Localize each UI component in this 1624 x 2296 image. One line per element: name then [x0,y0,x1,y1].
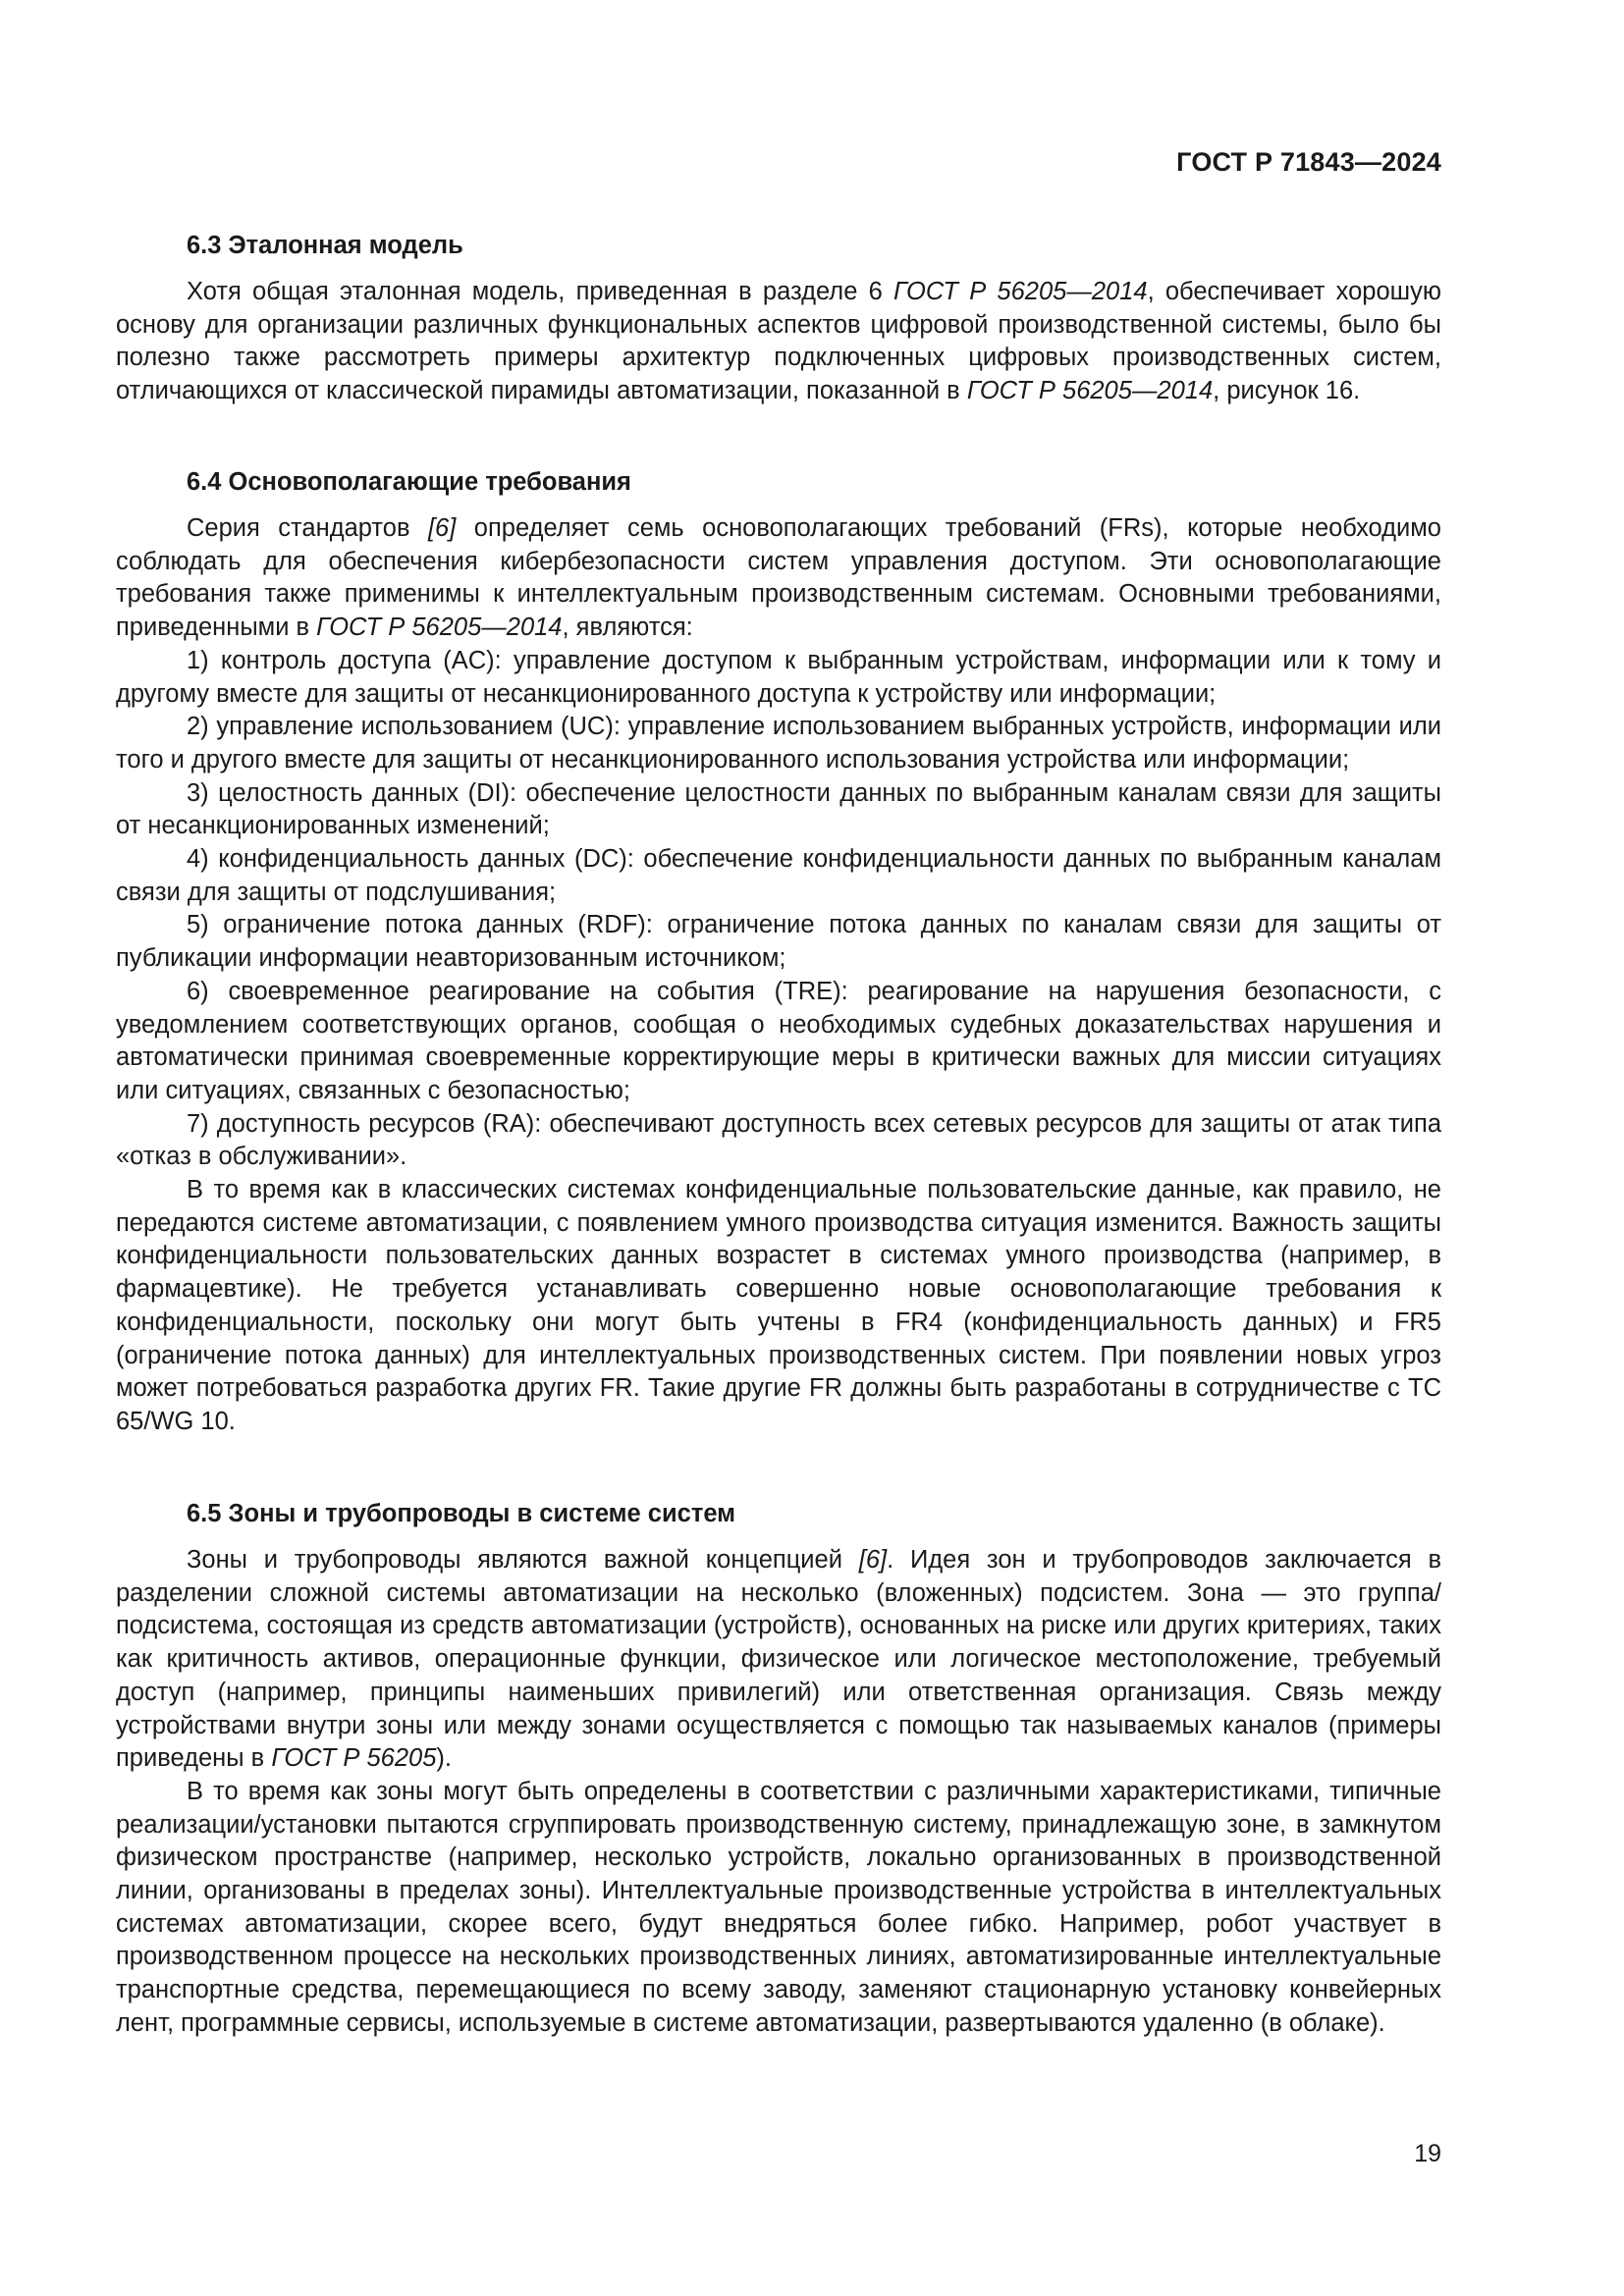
list-item: 7) доступность ресурсов (RA): обеспечивают доступность всех сетевых ресурсов для защиты от атак типа «отказ в обслуживании». [116,1109,1441,1171]
paragraph: Хотя общая эталонная модель, приведенная в разделе 6 ГОСТ Р 56205—2014, обеспечивает хорошую основу для организации различных функциональных аспектов цифровой производственной системы, было бы полезно также рассмотреть примеры архитектур подключенных цифровых производственных систем, отличающихся от классической пирамиды автоматизации, показанной в ГОСТ Р 56205—2014, рисунок 16. [116,278,1441,405]
section-title: 6.4 Основополагающие требования [187,468,631,496]
paragraph: В то время как в классических системах конфиденциальные пользовательские данные, как правило, не передаются системе автоматизации, с появлением умного производства ситуация изменится. Важность защиты конфиденциальности пользовательских данных возрастет в системах умного производства (например, в фармацевтике). Не требуется устанавливать совершенно новые основополагающие требования к конфиденциальности, поскольку они могут быть учтены в FR4 (конфиденциальность данных) и FR5 (ограничение потока данных) для интеллектуальных производственных систем. При появлении новых угроз может потребоваться разработка других FR. Такие другие FR должны быть разработаны в сотрудничестве с TC 65/WG 10. [116,1176,1441,1435]
reference: ГОСТ Р 56205 [271,1744,437,1773]
list-item: 3) целостность данных (DI): обеспечение целостности данных по выбранным каналам связи для защиты от несанкционированных изменений; [116,778,1441,840]
reference: ГОСТ Р 56205—2014 [893,278,1148,305]
section-6-4 [116,465,1441,1439]
list-item: 6) своевременное реагирование на события (TRE): реагирование на нарушения безопасности, с уведомлением соответствующих органов, сообщая о необходимых судебных доказательствах нарушения и автоматически принимая своевременные корректирующие меры в критически важных для миссии ситуациях или ситуациях, связанных с безопасностью; [116,977,1441,1104]
list-item: 4) конфиденциальность данных (DC): обеспечение конфиденциальности данных по выбранным каналам связи для защиты от подслушивания; [116,845,1441,906]
reference: [6] [858,1546,888,1574]
reference: [6] [427,514,457,542]
paragraph: Серия стандартов [6] определяет семь основополагающих требований (FRs), которые необходимо соблюдать для обеспечения кибербезопасности систем управления доступом. Эти основополагающие требования также применимы к интеллектуальным производственным системам. Основными требованиями, приведенными в ГОСТ Р 56205—2014, являются: [116,514,1441,642]
list-item: 2) управление использованием (UC): управление использованием выбранных устройств, информации или того и другого вместе для защиты от несанкционированного использования устройства или информации; [116,713,1441,774]
section-6-3 [116,229,1441,408]
paragraph: Зоны и трубопроводы являются важной концепцией [6]. Идея зон и трубопроводов заключается в разделении сложной системы автоматизации на несколько (вложенных) подсистем. Зона — это группа/подсистема, состоящая из средств автоматизации (устройств), основанных на риске или других критериях, таких как критичность активов, операционные функции, физическое или логическое местоположение, требуемый доступ (например, принципы наименьших привилегий) или ответственная организация. Связь между устройствами внутри зоны или между зонами осуществляется с помощью так называемых каналов (примеры приведены в ГОСТ Р 56205). [116,1546,1441,1773]
reference: ГОСТ Р 56205—2014 [966,377,1214,405]
list-item: 5) ограничение потока данных (RDF): ограничение потока данных по каналам связи для защиты от публикации информации неавторизованным источником; [116,911,1441,973]
document-code: ГОСТ Р 71843—2024 [1176,147,1441,177]
section-6-5 [116,1497,1441,2041]
section-title: 6.5 Зоны и трубопроводы в системе систем [187,1500,736,1527]
list-item: 1) контроль доступа (AC): управление доступом к выбранным устройствам, информации или к тому и другому вместе для защиты от несанкционированного доступа к устройству или информации; [116,646,1441,708]
paragraph: В то время как зоны могут быть определены в соответствии с различными характеристиками, типичные реализации/установки пытаются сгруппировать производственную систему, принадлежащую зоне, в замкнутом физическом пространстве (например, несколько устройств, локально организованных в производственной линии, организованы в пределах зоны). Интеллектуальные производственные устройства в интеллектуальных системах автоматизации, скорее всего, будут внедряться более гибко. Например, робот участвует в производственном процессе на нескольких производственных линиях, автоматизированные интеллектуальные транспортные средства, перемещающиеся по всему заводу, заменяют стационарную установку конвейерных лент, программные сервисы, используемые в системе автоматизации, развертываются удаленно (в облаке). [116,1777,1441,2037]
page-number: 19 [1414,2140,1441,2167]
reference: ГОСТ Р 56205—2014 [316,614,563,642]
section-title: 6.3 Эталонная модель [187,232,463,259]
